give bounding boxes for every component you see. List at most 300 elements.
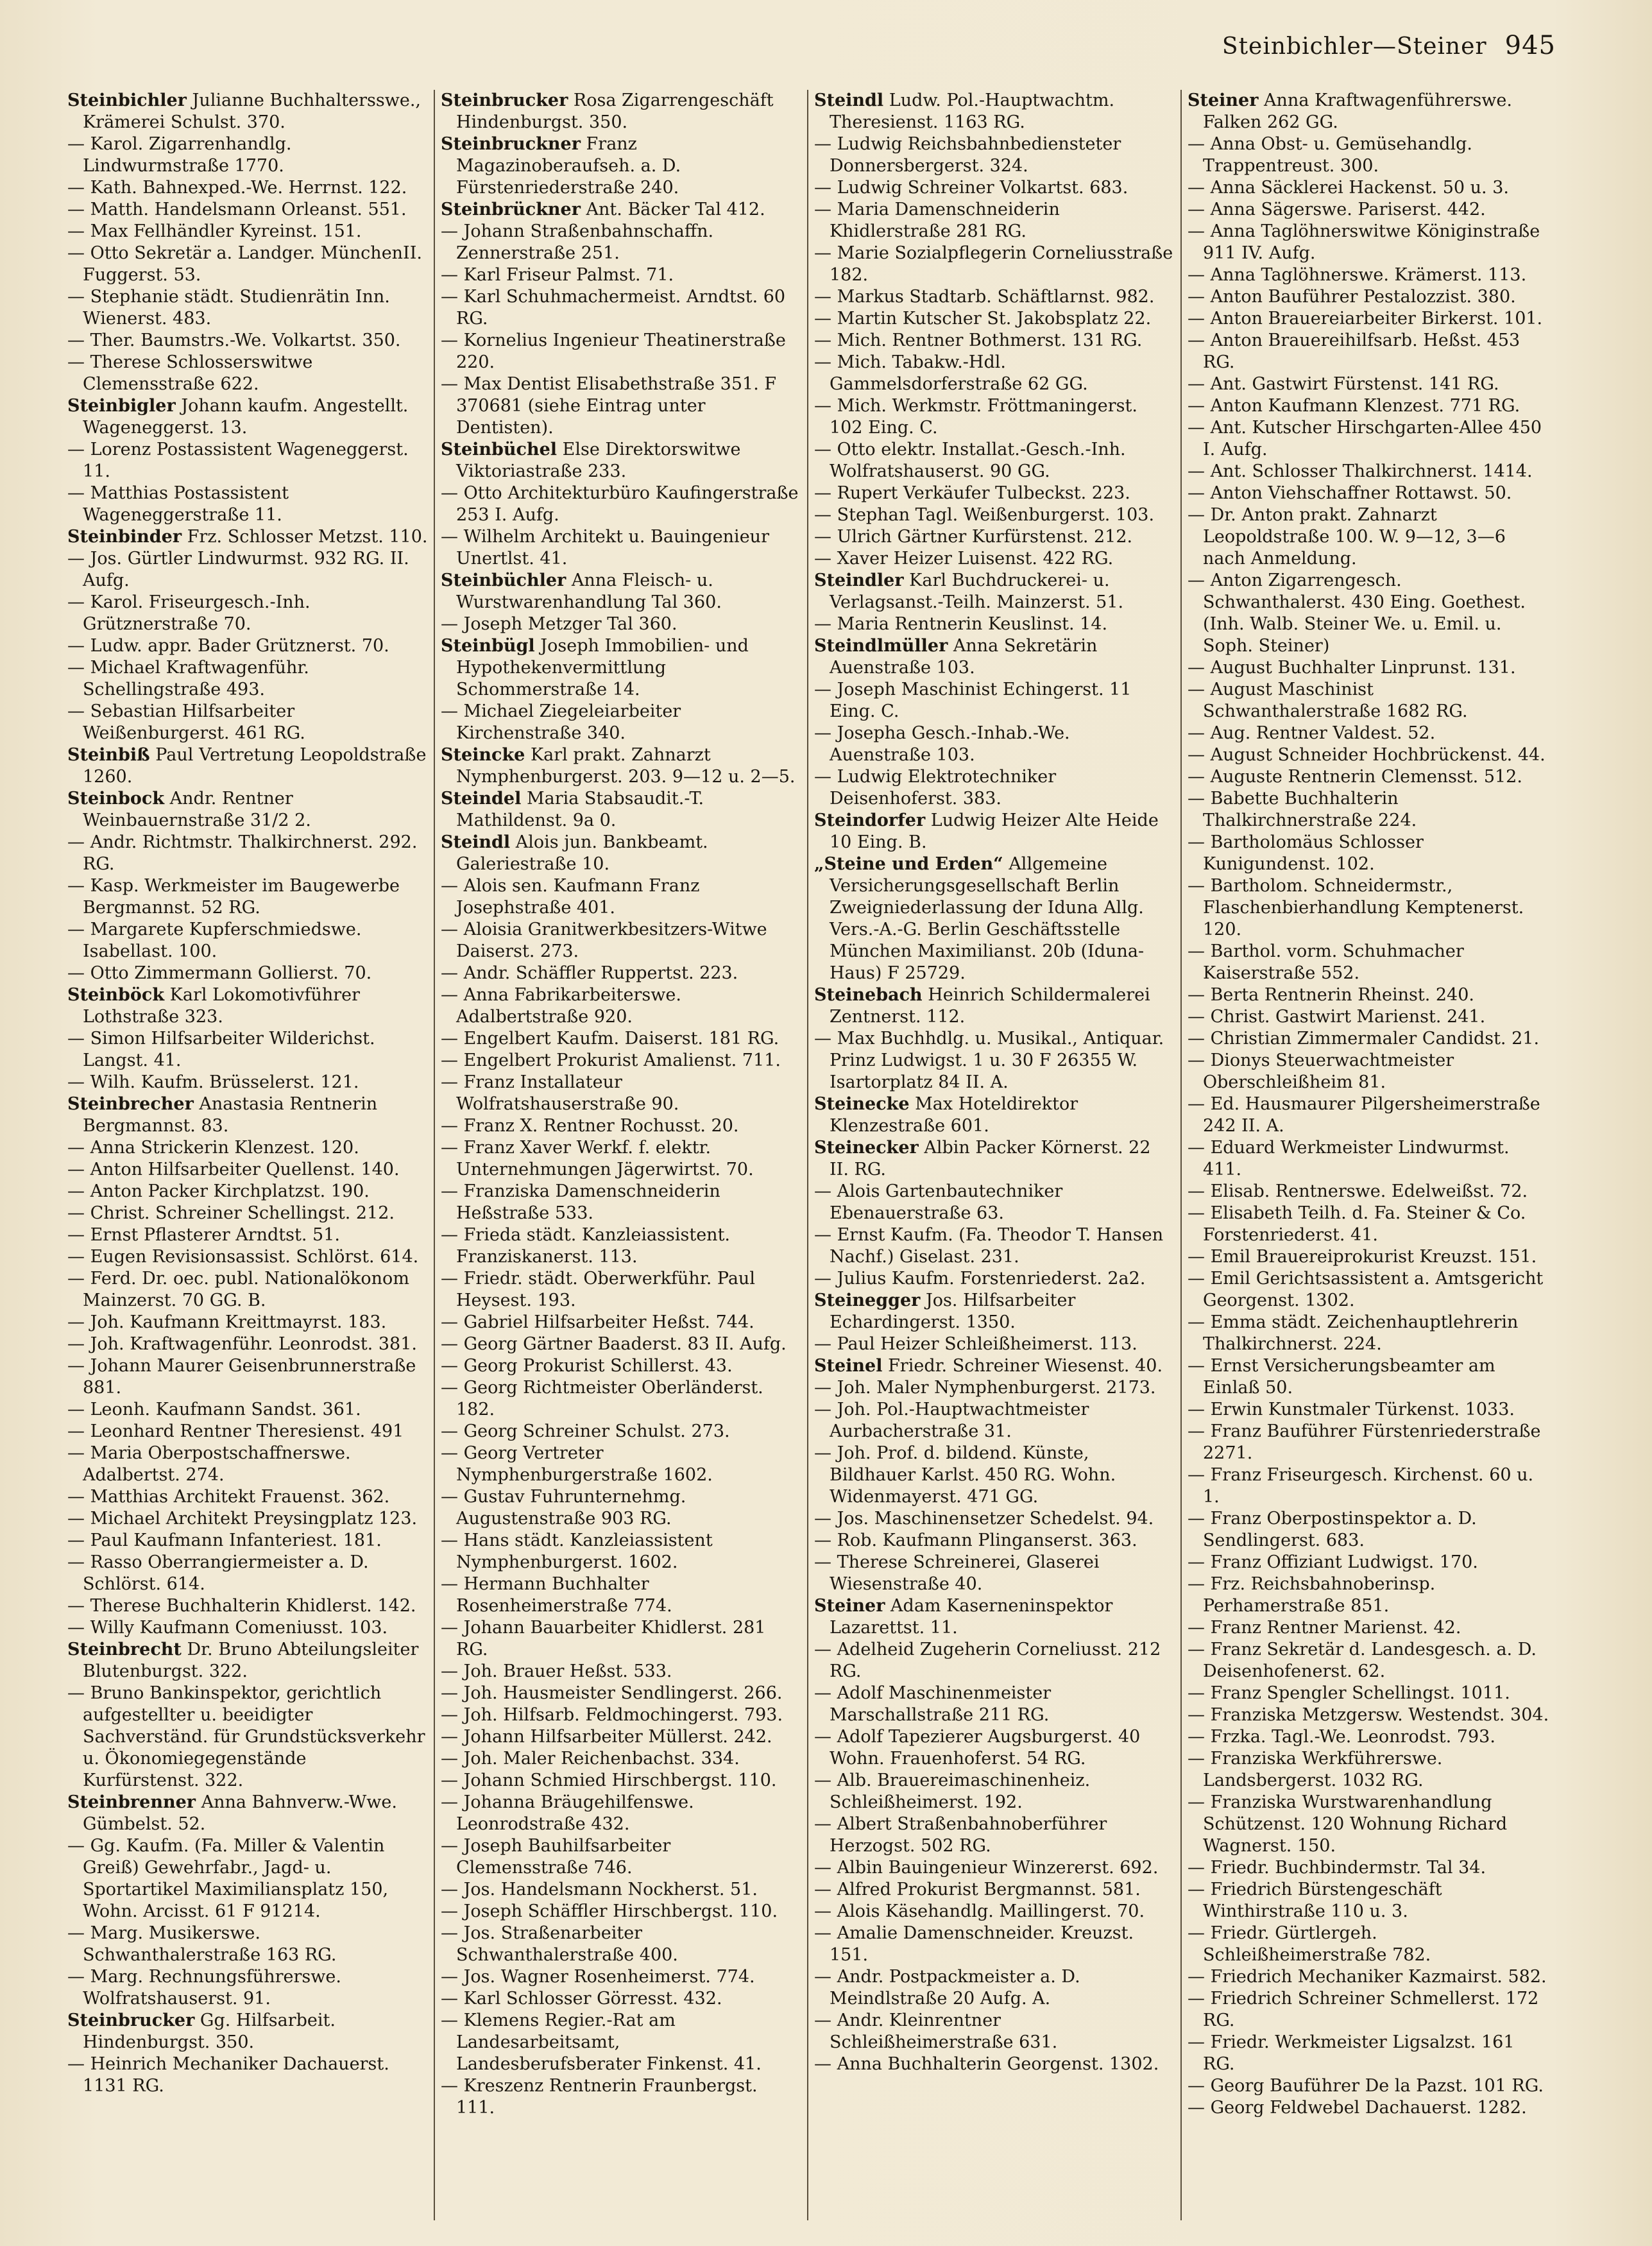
entry-text: Therese Buchhalterin Khidlerst. 142. bbox=[90, 1596, 416, 1616]
entry-text: Bruno Bankinspektor, gerichtlich aufgestellter u. beeidigter Sachverständ. für Grundstücksverkehr u. Ökonomiegegenstände Kurfürstenst. 322. bbox=[83, 1683, 425, 1790]
directory-entry bbox=[814, 853, 1175, 984]
directory-entry bbox=[814, 810, 1175, 853]
directory-entry bbox=[441, 199, 801, 221]
entry-text: Johann Maurer Geisenbrunnerstraße 881. bbox=[83, 1356, 416, 1398]
directory-entry bbox=[1188, 417, 1549, 461]
entry-text: Dionys Steuerwachtmeister Oberschleißheim 81. bbox=[1203, 1050, 1454, 1092]
entry-text: Johann Hilfsarbeiter Müllerst. 242. bbox=[463, 1727, 772, 1747]
entry-text: Christian Zimmermaler Candidst. 21. bbox=[1210, 1029, 1540, 1049]
entry-text: Ludwig Schreiner Volkartst. 683. bbox=[837, 178, 1128, 198]
entry-text: Ernst Kaufm. (Fa. Theodor T. Hansen Nachf.) Giselast. 231. bbox=[830, 1225, 1164, 1267]
entry-text: Joh. Kaufmann Kreittmayrst. 183. bbox=[90, 1312, 387, 1332]
directory-entry bbox=[67, 1639, 428, 1683]
entry-text: Maria Damenschneiderin Khidlerstraße 281 RG. bbox=[830, 200, 1060, 241]
surname-heading: Steinbrückner bbox=[441, 200, 581, 219]
directory-entry bbox=[814, 1093, 1175, 1137]
entry-text: Kreszenz Rentnerin Fraunbergst. 111. bbox=[456, 2076, 758, 2118]
entry-text: Anna Sekretärin Auenstraße 103. bbox=[830, 636, 1098, 678]
directory-entry bbox=[441, 701, 801, 744]
entry-text: Ludwig Elektrotechniker Deisenhoferst. 383. bbox=[830, 767, 1057, 809]
entry-text: Adolf Tapezierer Augsburgerst. 40 Wohn. Frauenhoferst. 54 RG. bbox=[830, 1727, 1141, 1769]
entry-text: Allgemeine Versicherungsgesellschaft Berlin Zweigniederlassung der Iduna Allg. Vers.-A.-G. Berlin Geschäftsstelle München Maximilianst. 20b (Iduna-Haus) F 25729. bbox=[830, 854, 1145, 983]
entry-text: Joh. Pol.-Hauptwachtmeister Aurbacherstraße 31. bbox=[830, 1400, 1089, 1441]
entry-text: Anna Kraftwagenführerswe. Falken 262 GG. bbox=[1203, 90, 1512, 132]
directory-entry bbox=[441, 1421, 801, 1443]
entry-text: Franz X. Rentner Rochusst. 20. bbox=[463, 1116, 739, 1136]
entry-text: Anton Kaufmann Klenzest. 771 RG. bbox=[1210, 396, 1520, 416]
surname-heading: Steinbinder bbox=[67, 527, 182, 547]
entry-text: Joseph Immobilien- und Hypothekenvermittlung Schommerstraße 14. bbox=[456, 636, 749, 699]
directory-entry bbox=[441, 439, 801, 483]
entry-text: Bartholomäus Schlosser Kunigundenst. 102. bbox=[1203, 832, 1424, 874]
entry-text: Frieda städt. Kanzleiassistent. Franziskanerst. 113. bbox=[456, 1225, 730, 1267]
entry-text: Friedr. städt. Oberwerkführ. Paul Heysest. 193. bbox=[456, 1269, 755, 1310]
directory-entry bbox=[67, 330, 428, 352]
surname-heading: Steinecker bbox=[814, 1138, 919, 1158]
directory-entry bbox=[441, 1050, 801, 1072]
entry-text: Marg. Rechnungsführerswe. Wolfratshauserst. 91. bbox=[83, 1967, 341, 2009]
entry-text: Hans städt. Kanzleiassistent Nymphenburgerst. 1602. bbox=[456, 1530, 713, 1572]
directory-entry bbox=[814, 352, 1175, 395]
directory-entry bbox=[441, 90, 801, 133]
directory-entry bbox=[1188, 1181, 1549, 1203]
surname-heading: Steindel bbox=[441, 789, 522, 809]
directory-entry bbox=[814, 1726, 1175, 1770]
entry-text: Otto Architekturbüro Kaufingerstraße 253 I. Aufg. bbox=[456, 483, 799, 525]
surname-heading: Steinel bbox=[814, 1356, 883, 1376]
entry-text: Alois Käsehandlg. Maillingerst. 70. bbox=[837, 1901, 1145, 1921]
entry-text: Frzka. Tagl.-We. Leonrodst. 793. bbox=[1210, 1727, 1495, 1747]
directory-entry bbox=[67, 1530, 428, 1552]
directory-entry bbox=[441, 2010, 801, 2075]
directory-entry bbox=[1188, 788, 1549, 832]
entry-text: Georg Gärtner Baaderst. 83 II. Aufg. bbox=[463, 1334, 787, 1354]
directory-entry bbox=[441, 1573, 801, 1617]
entry-text: Adolf Maschinenmeister Marschallstraße 211 RG. bbox=[830, 1683, 1052, 1725]
surname-heading: Steinbüchler bbox=[441, 570, 566, 590]
directory-entry bbox=[441, 1355, 801, 1377]
entry-text: Jos. Maschinensetzer Schedelst. 94. bbox=[837, 1509, 1154, 1529]
directory-entry bbox=[441, 963, 801, 984]
entry-text: Joh. Maler Nymphenburgerst. 2173. bbox=[837, 1378, 1156, 1398]
directory-entry bbox=[67, 548, 428, 592]
directory-entry bbox=[1188, 1006, 1549, 1028]
entry-text: Anton Brauereiarbeiter Birkerst. 101. bbox=[1210, 309, 1543, 329]
directory-entry bbox=[1188, 723, 1549, 744]
directory-entry bbox=[1188, 1923, 1549, 1966]
entry-text: August Schneider Hochbrückenst. 44. bbox=[1210, 745, 1546, 765]
entry-text: Barthol. vorm. Schuhmacher Kaiserstraße 552. bbox=[1203, 941, 1464, 983]
entry-text: Franz Rentner Marienst. 42. bbox=[1210, 1618, 1461, 1638]
directory-entry bbox=[67, 788, 428, 832]
entry-text: Ant. Gastwirt Fürstenst. 141 RG. bbox=[1210, 374, 1499, 394]
directory-entry bbox=[1188, 177, 1549, 199]
directory-entry bbox=[67, 90, 428, 133]
directory-entry bbox=[814, 439, 1175, 483]
directory-entry bbox=[814, 1508, 1175, 1530]
entry-text: Leonhard Rentner Theresienst. 491 bbox=[90, 1421, 404, 1441]
entry-text: Mich. Tabakw.-Hdl. Gammelsdorferstraße 62 GG. bbox=[830, 352, 1088, 394]
surname-heading: Steindl bbox=[814, 90, 884, 110]
entry-text: Sebastian Hilfsarbeiter Weißenburgerst. 461 RG. bbox=[83, 701, 305, 743]
entry-text: Ulrich Gärtner Kurfürstenst. 212. bbox=[837, 527, 1133, 547]
entry-text: Andr. Richtmstr. Thalkirchnerst. 292. RG. bbox=[83, 832, 418, 874]
directory-entry bbox=[441, 1443, 801, 1486]
directory-entry bbox=[441, 1988, 801, 2010]
directory-entry bbox=[441, 788, 801, 832]
directory-entry bbox=[67, 1355, 428, 1399]
directory-entry bbox=[67, 286, 428, 330]
directory-entry bbox=[1188, 679, 1549, 723]
entry-text: Anna Taglöhnerswitwe Königinstraße 911 IV. Aufg. bbox=[1203, 221, 1540, 263]
entry-text: Anna Strickerin Klenzest. 120. bbox=[90, 1138, 359, 1158]
directory-entry bbox=[1188, 1421, 1549, 1464]
entry-text: Stephanie städt. Studienrätin Inn. Wienerst. 483. bbox=[83, 287, 390, 329]
entry-text: Elisab. Rentnerswe. Edelweißst. 72. bbox=[1210, 1181, 1528, 1201]
entry-text: Albert Straßenbahnoberführer Herzogst. 502 RG. bbox=[830, 1814, 1107, 1856]
entry-text: Simon Hilfsarbeiter Wilderichst. Langst. 41. bbox=[83, 1029, 375, 1070]
directory-entry bbox=[1188, 1966, 1549, 1988]
directory-entry bbox=[67, 1421, 428, 1443]
directory-entry bbox=[1188, 395, 1549, 417]
entry-text: Franz Offiziant Ludwigst. 170. bbox=[1210, 1552, 1478, 1572]
directory-entry bbox=[814, 570, 1175, 613]
entry-text: Andr. Rentner Weinbauernstraße 31/2 2. bbox=[83, 789, 311, 830]
entry-text: Karl Buchdruckerei- u. Verlagsanst.-Teilh. Mainzerst. 51. bbox=[830, 570, 1124, 612]
surname-heading: Steinecke bbox=[814, 1094, 910, 1114]
directory-entry bbox=[1188, 570, 1549, 657]
entry-text: Christ. Gastwirt Marienst. 241. bbox=[1210, 1007, 1486, 1027]
entry-text: Ludw. Pol.-Hauptwachtm. Theresienst. 1163 RG. bbox=[830, 90, 1115, 132]
surname-heading: Steinebach bbox=[814, 985, 923, 1005]
entry-text: Ernst Pflasterer Arndtst. 51. bbox=[90, 1225, 340, 1245]
entry-text: Joh. Hausmeister Sendlingerst. 266. bbox=[463, 1683, 783, 1703]
entry-text: Therese Schreinerei, Glaserei Wiesenstraße 40. bbox=[830, 1552, 1100, 1594]
entry-text: Joseph Maschinist Echingerst. 11 Eing. C. bbox=[830, 680, 1132, 721]
directory-entry bbox=[441, 133, 801, 199]
directory-entry bbox=[441, 1268, 801, 1312]
directory-entry bbox=[1188, 330, 1549, 373]
directory-entry bbox=[1188, 1050, 1549, 1093]
directory-entry bbox=[1188, 832, 1549, 875]
directory-entry bbox=[441, 1726, 801, 1748]
entry-text: Maria Stabsaudit.-T. Mathildenst. 9a 0. bbox=[456, 789, 704, 830]
surname-heading: Steindler bbox=[814, 570, 904, 590]
entry-text: Michael Architekt Preysingplatz 123. bbox=[90, 1509, 418, 1529]
directory-entry bbox=[441, 1704, 801, 1726]
entry-text: Hermann Buchhalter Rosenheimerstraße 774. bbox=[456, 1574, 672, 1616]
entry-text: Gg. Hilfsarbeit. Hindenburgst. 350. bbox=[83, 2010, 336, 2052]
entry-text: Georg Feldwebel Dachauerst. 1282. bbox=[1210, 2098, 1527, 2118]
entry-text: Georg Schreiner Schulst. 273. bbox=[463, 1421, 730, 1441]
entry-text: Elisabeth Teilh. d. Fa. Steiner & Co. Forstenriederst. 41. bbox=[1203, 1203, 1526, 1245]
entry-text: Lorenz Postassistent Wageneggerst. 11. bbox=[83, 440, 409, 481]
directory-entry bbox=[441, 1377, 801, 1421]
directory-entry bbox=[814, 1355, 1175, 1377]
directory-entry bbox=[1188, 199, 1549, 221]
directory-entry bbox=[1188, 984, 1549, 1006]
directory-entry bbox=[1188, 1704, 1549, 1726]
directory-entry bbox=[441, 1530, 801, 1573]
directory-entry bbox=[441, 286, 801, 330]
directory-entry bbox=[67, 526, 428, 548]
directory-entry bbox=[1188, 1246, 1549, 1268]
directory-entry bbox=[67, 2010, 428, 2053]
directory-entry bbox=[441, 1181, 801, 1224]
entry-text: Franz Magazinoberaufseh. a. D. Fürstenriederstraße 240. bbox=[456, 134, 681, 198]
directory-entry bbox=[67, 199, 428, 221]
directory-entry bbox=[814, 199, 1175, 243]
directory-entry bbox=[67, 1966, 428, 2010]
directory-entry bbox=[441, 221, 801, 264]
entry-text: Paul Vertretung Leopoldstraße 1260. bbox=[83, 745, 427, 787]
entry-text: Friedr. Werkmeister Ligsalzst. 161 RG. bbox=[1203, 2032, 1515, 2074]
entry-text: Karl Schlosser Görresst. 432. bbox=[463, 1989, 722, 2009]
directory-entry bbox=[1188, 1093, 1549, 1137]
directory-column bbox=[808, 90, 1182, 2220]
surname-heading: Steincke bbox=[441, 745, 525, 765]
entry-text: Friedrich Bürstengeschäft Winthirstraße 110 u. 3. bbox=[1203, 1880, 1442, 1921]
directory-entry bbox=[441, 483, 801, 526]
entry-text: Alois jun. Bankbeamt. Galeriestraße 10. bbox=[456, 832, 708, 874]
entry-text: Ernst Versicherungsbeamter am Einlaß 50. bbox=[1203, 1356, 1495, 1398]
entry-text: Anton Zigarrengesch. Schwanthalerst. 430 Eing. Goethest. (Inh. Walb. Steiner We. u. Emil. u. Soph. Steiner) bbox=[1203, 570, 1526, 656]
surname-heading: Steiner bbox=[1188, 90, 1259, 110]
directory-entry bbox=[814, 635, 1175, 679]
entry-text: Dr. Anton prakt. Zahnarzt Leopoldstraße 100. W. 9—12, 3—6 nach Anmeldung. bbox=[1203, 505, 1506, 569]
entry-text: Julius Kaufm. Forstenriederst. 2a2. bbox=[837, 1269, 1146, 1289]
directory-entry bbox=[814, 504, 1175, 526]
entry-text: Anton Brauereihilfsarb. Heßst. 453 RG. bbox=[1203, 330, 1520, 372]
directory-entry bbox=[814, 1595, 1175, 1639]
entry-text: Friedrich Schreiner Schmellerst. 172 RG. bbox=[1203, 1989, 1539, 2030]
directory-entry bbox=[814, 984, 1175, 1028]
entry-text: Georg Bauführer De la Pazst. 101 RG. bbox=[1210, 2076, 1544, 2096]
entry-text: Anton Packer Kirchplatzst. 190. bbox=[90, 1181, 370, 1201]
directory-entry bbox=[441, 1486, 801, 1530]
entry-text: Joh. Hilfsarb. Feldmochingerst. 793. bbox=[463, 1705, 783, 1725]
directory-entry bbox=[441, 1661, 801, 1683]
surname-heading: Steinbrenner bbox=[67, 1792, 196, 1812]
directory-entry bbox=[67, 832, 428, 875]
directory-entry bbox=[814, 613, 1175, 635]
entry-text: Jos. Straßenarbeiter Schwanthalerstraße 400. bbox=[456, 1923, 678, 1965]
directory-entry bbox=[1188, 1268, 1549, 1312]
directory-entry bbox=[814, 133, 1175, 177]
entry-text: Aloisia Granitwerkbesitzers-Witwe Daiserst. 273. bbox=[456, 920, 767, 961]
directory-entry bbox=[441, 1835, 801, 1879]
directory-entry bbox=[1188, 373, 1549, 395]
directory-entry bbox=[67, 744, 428, 788]
entry-text: Friedr. Buchbindermstr. Tal 34. bbox=[1210, 1858, 1486, 1878]
directory-entry bbox=[1188, 1726, 1549, 1748]
entry-text: Rupert Verkäufer Tulbeckst. 223. bbox=[837, 483, 1130, 503]
entry-text: Franz Oberpostinspektor a. D. Sendlingerst. 683. bbox=[1203, 1509, 1477, 1550]
entry-text: Rob. Kaufmann Plinganserst. 363. bbox=[837, 1530, 1137, 1550]
entry-text: Karol. Zigarrenhandlg. Lindwurmstraße 1770. bbox=[83, 134, 292, 176]
entry-text: Johann Bauarbeiter Khidlerst. 281 RG. bbox=[456, 1618, 766, 1659]
directory-entry bbox=[814, 1137, 1175, 1181]
directory-entry bbox=[1188, 264, 1549, 286]
entry-text: Georg Richtmeister Oberländerst. 182. bbox=[456, 1378, 763, 1419]
entry-text: Maria Oberpostschaffnerswe. Adalbertst. 274. bbox=[83, 1443, 351, 1485]
directory-entry bbox=[1188, 1312, 1549, 1355]
directory-entry bbox=[441, 330, 801, 373]
directory-entry bbox=[814, 1268, 1175, 1290]
directory-entry bbox=[814, 90, 1175, 133]
entry-text: Paul Heizer Schleißheimerst. 113. bbox=[837, 1334, 1137, 1354]
surname-heading: Steinbügl bbox=[441, 636, 535, 656]
directory-entry bbox=[441, 1137, 801, 1181]
entry-text: Ant. Bäcker Tal 412. bbox=[586, 200, 765, 219]
entry-text: Dr. Bruno Abteilungsleiter Blutenburgst. 322. bbox=[83, 1640, 419, 1681]
entry-text: Joseph Schäffler Hirschbergst. 110. bbox=[463, 1901, 778, 1921]
entry-text: Berta Rentnerin Rheinst. 240. bbox=[1210, 985, 1474, 1005]
entry-text: Franziska Metzgersw. Westendst. 304. bbox=[1210, 1705, 1549, 1725]
directory-entry bbox=[441, 373, 801, 439]
surname-heading: Steindl bbox=[441, 832, 511, 852]
entry-text: Georg Prokurist Schillerst. 43. bbox=[463, 1356, 733, 1376]
entry-text: Ant. Kutscher Hirschgarten-Allee 450 I. Aufg. bbox=[1203, 418, 1542, 459]
directory-entry bbox=[814, 1377, 1175, 1399]
directory-entry bbox=[1188, 133, 1549, 177]
entry-text: Karl Schuhmachermeist. Arndtst. 60 RG. bbox=[456, 287, 786, 329]
directory-entry bbox=[1188, 875, 1549, 941]
directory-entry bbox=[67, 1072, 428, 1093]
directory-entry bbox=[814, 1399, 1175, 1443]
directory-entry bbox=[67, 221, 428, 243]
directory-entry bbox=[814, 483, 1175, 504]
entry-text: Gabriel Hilfsarbeiter Heßst. 744. bbox=[463, 1312, 754, 1332]
entry-text: Otto Zimmermann Gollierst. 70. bbox=[90, 963, 372, 983]
directory-entry bbox=[441, 1028, 801, 1050]
surname-heading: Steinböck bbox=[67, 985, 165, 1005]
running-title: Steinbichler—Steiner bbox=[1222, 33, 1487, 60]
directory-entry bbox=[67, 963, 428, 984]
entry-text: Stephan Tagl. Weißenburgerst. 103. bbox=[837, 505, 1155, 525]
directory-entry bbox=[814, 2053, 1175, 2075]
directory-entry bbox=[814, 1813, 1175, 1857]
entry-text: Auguste Rentnerin Clemensst. 512. bbox=[1210, 767, 1522, 787]
directory-column bbox=[1182, 90, 1555, 2220]
directory-entry bbox=[814, 723, 1175, 766]
directory-entry bbox=[67, 177, 428, 199]
directory-entry bbox=[67, 1443, 428, 1486]
entry-text: Margarete Kupferschmiedswe. Isabellast. 100. bbox=[83, 920, 362, 961]
directory-entry bbox=[1188, 1617, 1549, 1639]
entry-text: Willy Kaufmann Comeniusst. 103. bbox=[90, 1618, 388, 1638]
entry-text: Gg. Kaufm. (Fa. Miller & Valentin Greiß) Gewehrfabr., Jagd- u. Sportartikel Maximiliansplatz 150, Wohn. Arcisst. 61 F 91214. bbox=[83, 1836, 389, 1921]
entry-text: Ant. Schlosser Thalkirchnerst. 1414. bbox=[1210, 461, 1533, 481]
entry-text: Babette Buchhalterin Thalkirchnerstraße 224. bbox=[1203, 789, 1417, 830]
directory-entry bbox=[441, 1312, 801, 1333]
directory-entry bbox=[441, 526, 801, 570]
surname-heading: Steindlmüller bbox=[814, 636, 948, 656]
entry-text: Johann kaufm. Angestellt. Wageneggerst. 13. bbox=[83, 396, 409, 438]
directory-entry bbox=[441, 832, 801, 875]
directory-entry bbox=[1188, 1355, 1549, 1399]
entry-text: Jos. Hilfsarbeiter Echardingerst. 1350. bbox=[830, 1290, 1076, 1332]
entry-text: Therese Schlosserswitwe Clemensstraße 622. bbox=[83, 352, 313, 394]
directory-entry bbox=[67, 875, 428, 919]
directory-entry bbox=[441, 570, 801, 613]
entry-text: Joh. Brauer Heßst. 533. bbox=[463, 1661, 672, 1681]
directory-entry bbox=[814, 330, 1175, 352]
entry-text: Karol. Friseurgesch.-Inh. Grütznerstraße 70. bbox=[83, 592, 311, 634]
directory-entry bbox=[67, 592, 428, 635]
directory-entry bbox=[814, 1443, 1175, 1508]
entry-text: Anna Buchhalterin Georgenst. 1302. bbox=[837, 2054, 1159, 2074]
directory-entry bbox=[67, 1595, 428, 1617]
directory-entry bbox=[67, 1399, 428, 1421]
entry-text: Albin Bauingenieur Winzererst. 692. bbox=[837, 1858, 1159, 1878]
entry-text: Xaver Heizer Luisenst. 422 RG. bbox=[837, 549, 1114, 569]
entry-text: Alois sen. Kaufmann Franz Josephstraße 401. bbox=[456, 876, 700, 918]
entry-text: Anton Viehschaffner Rottawst. 50. bbox=[1210, 483, 1512, 503]
directory-entry bbox=[441, 1224, 801, 1268]
directory-entry bbox=[1188, 1203, 1549, 1246]
directory-entry bbox=[441, 1683, 801, 1704]
directory-entry bbox=[67, 483, 428, 526]
directory-entry bbox=[1188, 1137, 1549, 1181]
entry-text: Adelheid Zugeherin Corneliusst. 212 RG. bbox=[830, 1640, 1161, 1681]
directory-entry bbox=[441, 1901, 801, 1923]
entry-text: Ludwig Heizer Alte Heide 10 Eing. B. bbox=[830, 810, 1159, 852]
entry-text: Engelbert Kaufm. Daiserst. 181 RG. bbox=[463, 1029, 779, 1049]
directory-entry bbox=[441, 1072, 801, 1115]
directory-entry bbox=[1188, 286, 1549, 308]
directory-entry bbox=[1188, 2075, 1549, 2097]
entry-text: Georg Vertreter Nymphenburgerstraße 1602. bbox=[456, 1443, 713, 1485]
directory-entry bbox=[814, 1333, 1175, 1355]
entry-text: Franziska Damenschneiderin Heßstraße 533. bbox=[456, 1181, 720, 1223]
directory-entry bbox=[67, 1617, 428, 1639]
directory-entry bbox=[67, 1224, 428, 1246]
directory-entry bbox=[67, 1552, 428, 1595]
entry-text: Max Buchhdlg. u. Musikal., Antiquar. Prinz Ludwigst. 1 u. 30 F 26355 W. Isartorplatz 84 II. A. bbox=[830, 1029, 1164, 1092]
directory-entry bbox=[1188, 308, 1549, 330]
directory-entry bbox=[1188, 1399, 1549, 1421]
directory-entry bbox=[441, 613, 801, 635]
directory-entry bbox=[441, 1770, 801, 1792]
directory-entry bbox=[814, 1966, 1175, 2010]
entry-text: Otto elektr. Installat.-Gesch.-Inh. Wolfratshauserst. 90 GG. bbox=[830, 440, 1126, 481]
entry-text: Franziska Wurstwarenhandlung Schützenst. 120 Wohnung Richard Wagnerst. 150. bbox=[1203, 1792, 1508, 1856]
entry-text: Engelbert Prokurist Amalienst. 711. bbox=[463, 1050, 781, 1070]
directory-entry bbox=[1188, 1988, 1549, 2032]
entry-text: Aug. Rentner Valdest. 52. bbox=[1210, 723, 1436, 743]
surname-heading: Steinbrucker bbox=[67, 2010, 195, 2030]
entry-text: Alb. Brauereimaschinenheiz. Schleißheimerst. 192. bbox=[830, 1770, 1091, 1812]
surname-heading: Steinbichler bbox=[67, 90, 187, 110]
directory-entry bbox=[814, 308, 1175, 330]
directory-entry bbox=[67, 1246, 428, 1268]
entry-text: Otto Sekretär a. Landger. MünchenII. Fuggerst. 53. bbox=[83, 243, 422, 285]
directory-entry bbox=[1188, 1792, 1549, 1857]
entry-text: August Buchhalter Linprunst. 131. bbox=[1210, 658, 1516, 678]
entry-text: Mich. Rentner Bothmerst. 131 RG. bbox=[837, 330, 1143, 350]
directory-entry bbox=[814, 1639, 1175, 1683]
directory-entry bbox=[441, 1879, 801, 1901]
directory-entry bbox=[67, 1792, 428, 1835]
directory-entry bbox=[67, 1181, 428, 1203]
entry-text: Albin Packer Körnerst. 22 II. RG. bbox=[830, 1138, 1151, 1179]
entry-text: Michael Kraftwagenführ. Schellingstraße 493. bbox=[83, 658, 309, 699]
entry-text: Bartholom. Schneidermstr., Flaschenbierhandlung Kemptenerst. 120. bbox=[1203, 876, 1524, 939]
directory-entry bbox=[67, 1333, 428, 1355]
surname-heading: Steinbrucker bbox=[441, 90, 568, 110]
entry-text: August Maschinist Schwanthalerstraße 1682 RG. bbox=[1203, 680, 1468, 721]
